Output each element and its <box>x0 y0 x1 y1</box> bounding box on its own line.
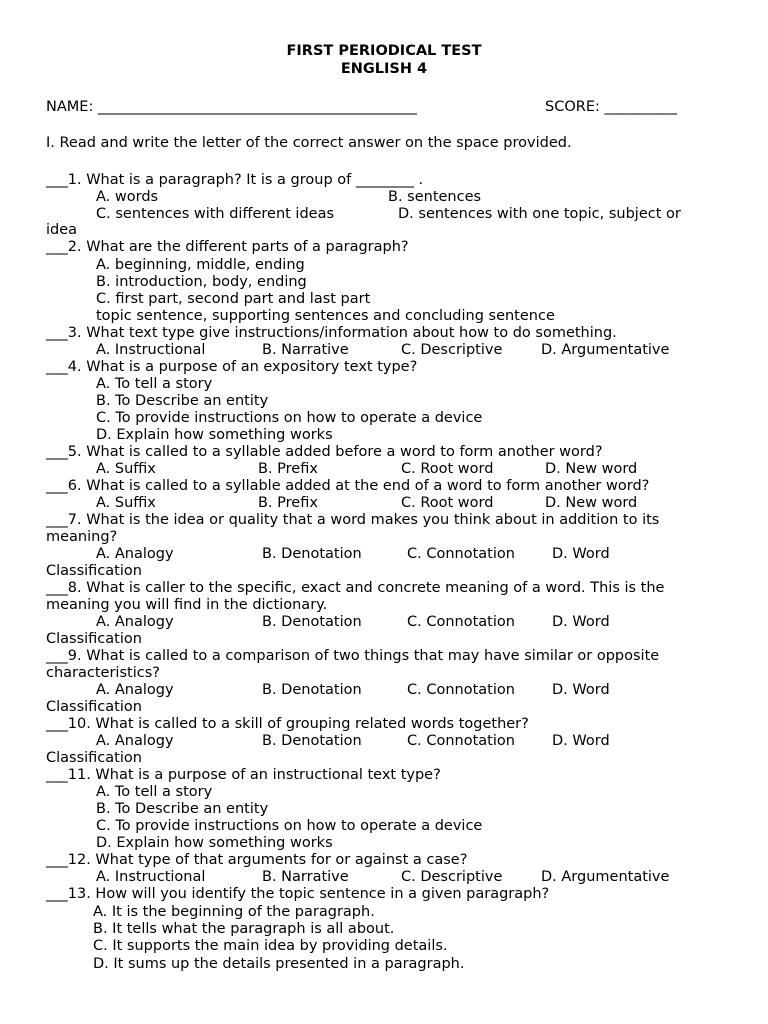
q5-choice-b: B. Prefix <box>258 461 318 477</box>
q7-choice-d: D. Word <box>552 546 610 562</box>
q2-choice-b: B. introduction, body, ending <box>96 274 307 290</box>
q10-choice-d-cont: Classification <box>46 750 142 766</box>
q11-choice-a: A. To tell a story <box>96 784 213 800</box>
question-6: ___6. What is called to a syllable added at the end of a word to form another word? <box>46 478 650 494</box>
q13-choice-a: A. It is the beginning of the paragraph. <box>93 904 375 920</box>
q8-choice-b: B. Denotation <box>262 614 362 630</box>
q12-choice-d: D. Argumentative <box>541 869 670 885</box>
q8-choice-a: A. Analogy <box>96 614 174 630</box>
q7-choice-d-cont: Classification <box>46 563 142 579</box>
q11-choice-c: C. To provide instructions on how to operate a device <box>96 818 483 834</box>
q3-choice-a: A. Instructional <box>96 342 206 358</box>
question-1: ___1. What is a paragraph? It is a group of ________ . <box>46 172 424 188</box>
question-13: ___13. How will you identify the topic sentence in a given paragraph? <box>46 886 550 902</box>
q8-choice-d: D. Word <box>552 614 610 630</box>
question-11: ___11. What is a purpose of an instructional text type? <box>46 767 441 783</box>
q10-choice-d: D. Word <box>552 733 610 749</box>
instructions: I. Read and write the letter of the correct answer on the space provided. <box>46 135 572 151</box>
q3-choice-d: D. Argumentative <box>541 342 670 358</box>
question-4: ___4. What is a purpose of an expository text type? <box>46 359 418 375</box>
q1-choice-a: A. words <box>96 189 159 205</box>
question-9: ___9. What is called to a comparison of two things that may have similar or opposite <box>46 648 660 664</box>
q9-choice-d: D. Word <box>552 682 610 698</box>
question-8-cont: meaning you will find in the dictionary. <box>46 597 328 613</box>
q2-choice-a: A. beginning, middle, ending <box>96 257 305 273</box>
q4-choice-d: D. Explain how something works <box>96 427 333 443</box>
question-8: ___8. What is caller to the specific, exact and concrete meaning of a word. This is the <box>46 580 665 596</box>
q13-choice-d: D. It sums up the details presented in a paragraph. <box>93 956 465 972</box>
name-field[interactable]: NAME: ____________________________________________ <box>46 99 417 115</box>
q1-choice-c: C. sentences with different ideas <box>96 206 335 222</box>
q9-choice-c: C. Connotation <box>407 682 515 698</box>
q5-choice-a: A. Suffix <box>96 461 156 477</box>
q12-choice-c: C. Descriptive <box>401 869 503 885</box>
question-7: ___7. What is the idea or quality that a word makes you think about in addition to its <box>46 512 660 528</box>
q12-choice-a: A. Instructional <box>96 869 206 885</box>
q7-choice-b: B. Denotation <box>262 546 362 562</box>
q11-choice-b: B. To Describe an entity <box>96 801 269 817</box>
q3-choice-b: B. Narrative <box>262 342 349 358</box>
q1-choice-d: D. sentences with one topic, subject or <box>398 206 681 222</box>
test-title: FIRST PERIODICAL TEST <box>286 43 482 59</box>
q4-choice-b: B. To Describe an entity <box>96 393 269 409</box>
q8-choice-c: C. Connotation <box>407 614 515 630</box>
q4-choice-c: C. To provide instructions on how to operate a device <box>96 410 483 426</box>
question-12: ___12. What type of that arguments for or against a case? <box>46 852 468 868</box>
q3-choice-c: C. Descriptive <box>401 342 503 358</box>
q7-choice-a: A. Analogy <box>96 546 174 562</box>
q4-choice-a: A. To tell a story <box>96 376 213 392</box>
question-2: ___2. What are the different parts of a paragraph? <box>46 239 409 255</box>
q7-choice-c: C. Connotation <box>407 546 515 562</box>
q6-choice-a: A. Suffix <box>96 495 156 511</box>
question-9-cont: characteristics? <box>46 665 160 681</box>
q10-choice-a: A. Analogy <box>96 733 174 749</box>
question-3: ___3. What text type give instructions/information about how to do something. <box>46 325 617 341</box>
q11-choice-d: D. Explain how something works <box>96 835 333 851</box>
q13-choice-c: C. It supports the main idea by providing details. <box>93 938 448 954</box>
q12-choice-b: B. Narrative <box>262 869 349 885</box>
q6-choice-d: D. New word <box>545 495 638 511</box>
q9-choice-d-cont: Classification <box>46 699 142 715</box>
question-10: ___10. What is called to a skill of grouping related words together? <box>46 716 529 732</box>
q13-choice-b: B. It tells what the paragraph is all about. <box>93 921 395 937</box>
q2-choice-c: C. first part, second part and last part <box>96 291 371 307</box>
score-field[interactable]: SCORE: __________ <box>545 99 677 115</box>
q6-choice-c: C. Root word <box>401 495 494 511</box>
q9-choice-b: B. Denotation <box>262 682 362 698</box>
q8-choice-d-cont: Classification <box>46 631 142 647</box>
q2-choice-d: topic sentence, supporting sentences and concluding sentence <box>96 308 555 324</box>
q5-choice-c: C. Root word <box>401 461 494 477</box>
question-5: ___5. What is called to a syllable added before a word to form another word? <box>46 444 603 460</box>
q6-choice-b: B. Prefix <box>258 495 318 511</box>
test-subject: ENGLISH 4 <box>340 61 428 77</box>
q10-choice-b: B. Denotation <box>262 733 362 749</box>
q5-choice-d: D. New word <box>545 461 638 477</box>
question-7-cont: meaning? <box>46 529 118 545</box>
q1-choice-b: B. sentences <box>388 189 482 205</box>
q10-choice-c: C. Connotation <box>407 733 515 749</box>
q1-choice-d-cont: idea <box>46 222 78 238</box>
q9-choice-a: A. Analogy <box>96 682 174 698</box>
